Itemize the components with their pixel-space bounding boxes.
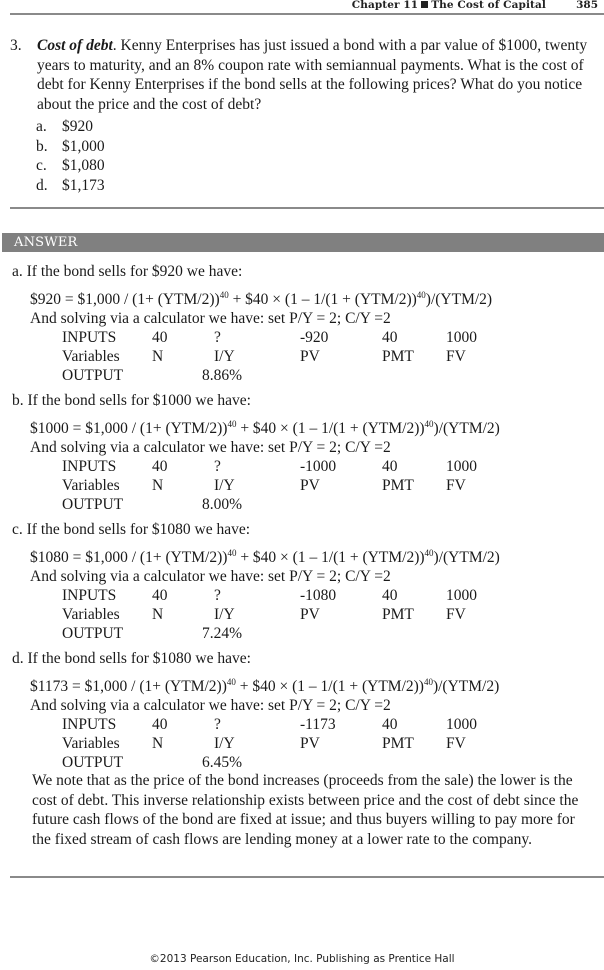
answer-part-b: [12, 391, 602, 515]
calculator-table: [62, 457, 602, 515]
output-row: [62, 753, 602, 772]
var-fv: FV: [446, 606, 466, 624]
calculator-instruction: And solving via a calculator we have: set P/Y = 2; C/Y =2: [30, 697, 391, 714]
option-letter: a.: [36, 118, 47, 135]
var-pv: PV: [300, 735, 320, 753]
var-n: N: [152, 735, 164, 753]
eq-middle: + $40 × (1 – 1/(1 + (YTM/2)): [236, 549, 425, 566]
input-fv: 1000: [446, 458, 477, 475]
answer-part-a: [12, 262, 602, 386]
var-fv: FV: [446, 477, 466, 495]
calculator-table: [62, 586, 602, 644]
input-n: 40: [152, 329, 168, 346]
var-iy: I/Y: [214, 606, 235, 624]
variables-row: [62, 734, 602, 753]
question-divider: [10, 207, 604, 209]
calculator-table: [62, 715, 602, 773]
eq-exponent: 40: [227, 419, 237, 429]
answer-label: ANSWER: [14, 235, 78, 250]
input-pv: -1173: [300, 716, 336, 733]
calculator-instruction: And solving via a calculator we have: set P/Y = 2; C/Y =2: [30, 439, 391, 456]
var-pv: PV: [300, 348, 320, 366]
question-body: [37, 36, 590, 114]
input-iy: ?: [214, 329, 221, 346]
row-label: OUTPUT: [62, 625, 124, 643]
row-label: INPUTS: [62, 716, 117, 733]
var-pmt: PMT: [382, 606, 414, 624]
chapter-number: Chapter 11: [351, 0, 419, 11]
eq-middle: + $40 × (1 – 1/(1 + (YTM/2)): [236, 420, 425, 437]
row-label: OUTPUT: [62, 754, 124, 772]
var-iy: I/Y: [214, 735, 235, 753]
variables-row: [62, 605, 602, 624]
question-3: [10, 36, 590, 114]
var-pv: PV: [300, 477, 320, 495]
var-fv: FV: [446, 735, 466, 753]
question-options: [36, 117, 105, 196]
row-label: INPUTS: [62, 587, 117, 604]
inputs-row: [62, 715, 602, 734]
option-c: [36, 156, 105, 176]
option-value: $1,173: [62, 177, 105, 195]
row-label: OUTPUT: [62, 367, 124, 385]
chapter-title: [352, 0, 546, 11]
eq-left: $1173 = $1,000 / (1+ (YTM/2)): [30, 678, 227, 695]
row-label: INPUTS: [62, 458, 117, 475]
input-fv: 1000: [446, 716, 477, 733]
input-pv: -1000: [300, 458, 337, 475]
input-n: 40: [152, 716, 168, 733]
copyright-footer: ©2013 Pearson Education, Inc. Publishing as Prentice Hall: [149, 953, 455, 965]
option-value: $1,000: [62, 137, 105, 155]
var-n: N: [152, 348, 164, 366]
eq-right: )/(YTM/2): [425, 291, 493, 308]
inputs-row: [62, 586, 602, 605]
option-letter: b.: [36, 137, 48, 155]
input-pmt: 40: [382, 587, 398, 604]
var-n: N: [152, 477, 164, 495]
eq-left: $1000 = $1,000 / (1+ (YTM/2)): [30, 420, 228, 437]
row-label: Variables: [62, 606, 120, 624]
row-label: OUTPUT: [62, 496, 124, 514]
part-heading: a. If the bond sells for $920 we have:: [12, 263, 243, 280]
question-label: Cost of debt: [37, 37, 113, 54]
input-n: 40: [152, 458, 168, 475]
inputs-row: [62, 457, 602, 476]
eq-exponent: 40: [219, 290, 229, 300]
output-row: [62, 624, 602, 643]
bond-price-equation: [30, 677, 602, 696]
eq-right: )/(YTM/2): [433, 549, 500, 566]
eq-left: $1080 = $1,000 / (1+ (YTM/2)): [30, 549, 228, 566]
eq-middle: + $40 × (1 – 1/(1 + (YTM/2)): [235, 678, 424, 695]
output-iy: 6.45%: [202, 754, 243, 772]
variables-row: [62, 476, 602, 495]
var-iy: I/Y: [214, 477, 235, 495]
chapter-name: The Cost of Capital: [431, 0, 546, 11]
eq-exponent: 40: [227, 548, 237, 558]
option-b: [36, 137, 105, 157]
input-iy: ?: [214, 587, 221, 604]
eq-middle: + $40 × (1 – 1/(1 + (YTM/2)): [228, 291, 417, 308]
var-pmt: PMT: [382, 477, 414, 495]
row-label: Variables: [62, 477, 120, 495]
bond-price-equation: [30, 419, 602, 438]
question-text: . Kenny Enterprises has just issued a bond with a par value of $1000, twenty years to maturity, and an 8% coupon rate with semiannual payments. What is the cost of debt for Kenny Enterprises if the bond sells at the following prices? What do you notice about the price and the cost of debt?: [37, 37, 588, 113]
part-heading: b. If the bond sells for $1000 we have:: [12, 392, 251, 409]
conclusion-paragraph: We note that as the price of the bond increases (proceeds from the sale) the lower is the cost of debt. This inverse relationship exists between price and the cost of debt since the future cash flows of the bond are fixed at issue; and thus buyers willing to pay more for the fixed stream of cash flows are lending money at a lower rate to the company.: [32, 772, 579, 848]
inputs-row: [62, 328, 602, 347]
page-number: 385: [576, 0, 598, 11]
variables-row: [62, 347, 602, 366]
input-pv: -1080: [300, 587, 337, 604]
input-fv: 1000: [446, 329, 477, 346]
input-pmt: 40: [382, 458, 398, 475]
var-pmt: PMT: [382, 735, 414, 753]
eq-exponent: 40: [424, 419, 434, 429]
option-value: $920: [62, 118, 93, 135]
bond-price-equation: [30, 290, 602, 309]
option-letter: c.: [36, 157, 47, 175]
var-iy: I/Y: [214, 348, 235, 366]
eq-exponent: 40: [424, 548, 434, 558]
black-square-icon: [421, 1, 428, 8]
bond-price-equation: [30, 548, 602, 567]
eq-exponent: 40: [423, 677, 433, 687]
row-label: INPUTS: [62, 329, 117, 346]
option-d: [36, 176, 105, 196]
input-iy: ?: [214, 716, 221, 733]
output-row: [62, 366, 602, 385]
option-letter: d.: [36, 177, 48, 195]
option-a: [36, 117, 105, 137]
output-row: [62, 495, 602, 514]
input-pv: -920: [300, 329, 329, 346]
var-pv: PV: [300, 606, 320, 624]
option-value: $1,080: [62, 157, 105, 175]
answer-header: [2, 233, 604, 252]
eq-right: )/(YTM/2): [432, 678, 500, 695]
calculator-instruction: And solving via a calculator we have: set P/Y = 2; C/Y =2: [30, 310, 391, 327]
question-number: 3.: [10, 37, 22, 54]
answer-divider: [10, 876, 604, 878]
input-pmt: 40: [382, 716, 398, 733]
answer-part-d: [12, 649, 602, 773]
part-heading: d. If the bond sells for $1080 we have:: [12, 650, 251, 667]
output-iy: 8.00%: [202, 496, 243, 514]
var-n: N: [152, 606, 164, 624]
calculator-instruction: And solving via a calculator we have: set P/Y = 2; C/Y =2: [30, 568, 391, 585]
output-iy: 7.24%: [202, 625, 243, 643]
row-label: Variables: [62, 735, 120, 753]
input-iy: ?: [214, 458, 221, 475]
row-label: Variables: [62, 348, 120, 366]
input-n: 40: [152, 587, 168, 604]
output-iy: 8.86%: [202, 367, 243, 385]
input-pmt: 40: [382, 329, 398, 346]
answer-part-c: [12, 520, 602, 644]
calculator-table: [62, 328, 602, 386]
input-fv: 1000: [446, 587, 477, 604]
eq-exponent: 40: [416, 290, 426, 300]
part-heading: c. If the bond sells for $1080 we have:: [12, 521, 251, 538]
eq-left: $920 = $1,000 / (1+ (YTM/2)): [30, 291, 220, 308]
var-pmt: PMT: [382, 348, 414, 366]
eq-exponent: 40: [226, 677, 236, 687]
header-rule: [10, 13, 604, 15]
var-fv: FV: [446, 348, 466, 366]
eq-right: )/(YTM/2): [433, 420, 500, 437]
